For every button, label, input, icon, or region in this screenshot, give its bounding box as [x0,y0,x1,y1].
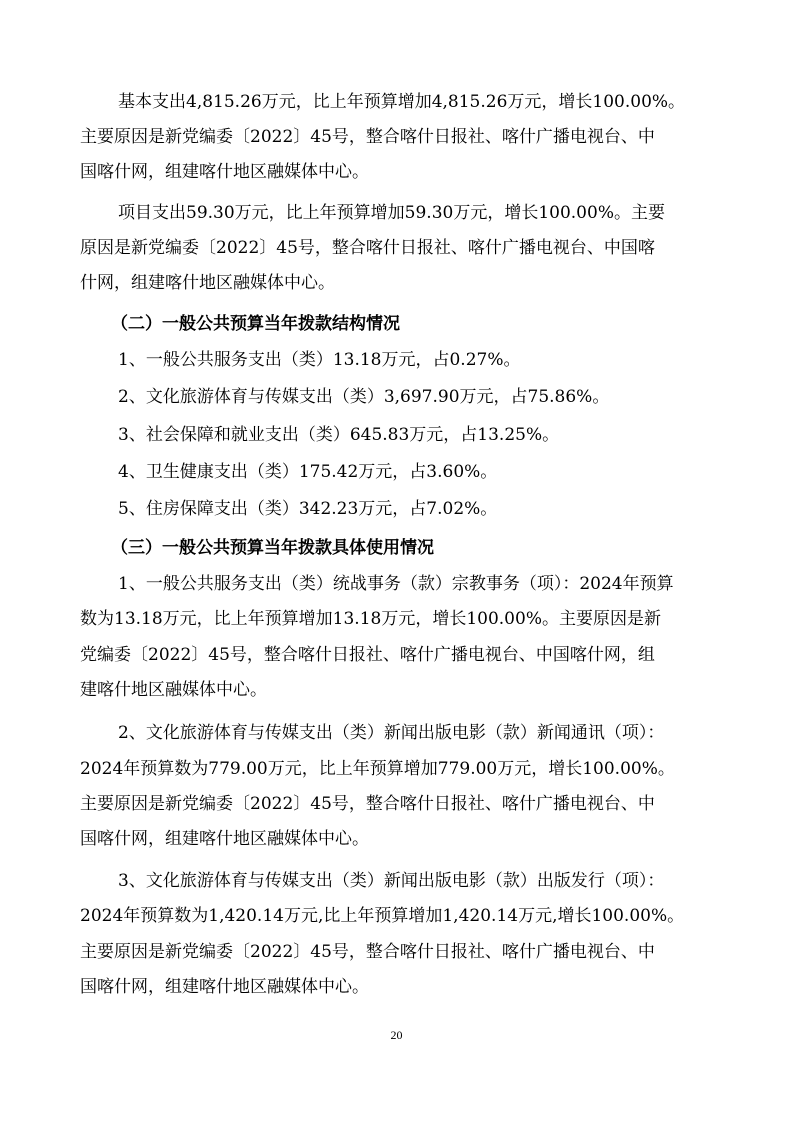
paragraph-line: 党编委〔2022〕45号，整合喀什日报社、喀什广播电视台、中国喀什网，组 [80,645,655,665]
paragraph-line: 1、一般公共服务支出（类）统战事务（款）宗教事务（项）：2024年预算 [118,574,674,594]
paragraph-line: 2024年预算数为779.00万元，比上年预算增加779.00万元，增长100.00%。 [80,759,675,779]
list-item: 4、卫生健康支出（类）175.42万元，占3.60%。 [118,462,498,482]
paragraph-line: 主要原因是新党编委〔2022〕45号，整合喀什日报社、喀什广播电视台、中 [80,127,655,147]
paragraph-line: 数为13.18万元，比上年预算增加13.18万元，增长100.00%。主要原因是新 [80,609,661,629]
list-item: 3、社会保障和就业支出（类）645.83万元，占13.25%。 [118,425,560,445]
paragraph-line: 什网，组建喀什地区融媒体中心。 [80,273,335,293]
section-heading: （二）一般公共预算当年拨款结构情况 [111,314,400,334]
paragraph-line: 国喀什网，组建喀什地区融媒体中心。 [80,829,369,849]
list-item: 5、住房保障支出（类）342.23万元，占7.02%。 [118,499,498,519]
paragraph-line: 国喀什网，组建喀什地区融媒体中心。 [80,977,369,997]
paragraph-line: 国喀什网，组建喀什地区融媒体中心。 [80,162,369,182]
section-heading: （三）一般公共预算当年拨款具体使用情况 [111,538,434,558]
paragraph-line: 主要原因是新党编委〔2022〕45号，整合喀什日报社、喀什广播电视台、中 [80,794,655,814]
list-item: 2、文化旅游体育与传媒支出（类）3,697.90万元，占75.86%。 [118,387,610,407]
paragraph-line: 基本支出4,815.26万元，比上年预算增加4,815.26万元，增长100.00%。 [118,92,686,112]
paragraph-line: 主要原因是新党编委〔2022〕45号，整合喀什日报社、喀什广播电视台、中 [80,942,655,962]
page-number: 20 [390,1028,403,1042]
paragraph-line: 3、文化旅游体育与传媒支出（类）新闻出版电影（款）出版发行（项）： [118,871,665,891]
paragraph-line: 建喀什地区融媒体中心。 [80,680,267,700]
paragraph-line: 2、文化旅游体育与传媒支出（类）新闻出版电影（款）新闻通讯（项）： [118,723,665,743]
list-item: 1、一般公共服务支出（类）13.18万元，占0.27%。 [118,350,521,370]
paragraph-line: 项目支出59.30万元，比上年预算增加59.30万元，增长100.00%。主要 [118,203,665,223]
paragraph-line: 2024年预算数为1,420.14万元,比上年预算增加1,420.14万元,增长100.00%。 [80,906,685,926]
paragraph-line: 原因是新党编委〔2022〕45号，整合喀什日报社、喀什广播电视台、中国喀 [80,238,655,258]
